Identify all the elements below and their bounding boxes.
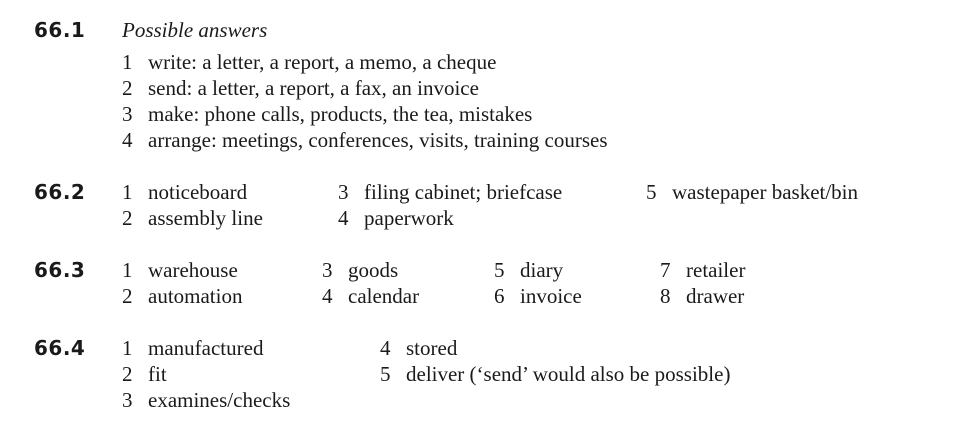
answer-number: 3: [122, 388, 133, 412]
answer-item: [660, 284, 744, 308]
answer-line: [122, 76, 479, 100]
answer-text: wastepaper basket/bin: [672, 180, 859, 204]
answer-text: write: a letter, a report, a memo, a cheque: [148, 50, 497, 74]
answer-text: automation: [148, 284, 243, 308]
answer-number: 2: [122, 76, 133, 100]
answer-number: 1: [122, 336, 133, 360]
answer-text: retailer: [686, 258, 746, 282]
answer-line: [122, 102, 532, 126]
answer-text: drawer: [686, 284, 745, 308]
exercise-number: 66.2: [34, 180, 86, 204]
answer-text: examines/checks: [148, 388, 291, 412]
answer-item: [322, 284, 419, 308]
answer-number: 4: [122, 128, 133, 152]
answer-item: [122, 388, 290, 412]
answer-item: [122, 180, 247, 204]
answer-text: send: a letter, a report, a fax, an invoice: [148, 76, 479, 100]
answer-number: 3: [322, 258, 333, 282]
answer-item: [660, 258, 745, 282]
answer-text: goods: [348, 258, 399, 282]
answer-item: [646, 180, 858, 204]
answer-line: [122, 128, 608, 152]
answer-text: calendar: [348, 284, 420, 308]
exercise-number: 66.3: [34, 258, 86, 282]
answer-item: [122, 362, 167, 386]
answer-number: 4: [338, 206, 349, 230]
answer-text: manufactured: [148, 336, 264, 360]
answer-item: [494, 258, 563, 282]
answer-text: arrange: meetings, conferences, visits, training courses: [148, 128, 608, 152]
answer-text: fit: [148, 362, 167, 386]
answer-number: 6: [494, 284, 505, 308]
answer-number: 1: [122, 50, 133, 74]
answer-number: 5: [380, 362, 391, 386]
answer-text: filing cabinet; briefcase: [364, 180, 563, 204]
answer-number: 8: [660, 284, 671, 308]
answer-number: 4: [322, 284, 333, 308]
answer-text: diary: [520, 258, 564, 282]
answer-number: 2: [122, 206, 133, 230]
answer-text: make: phone calls, products, the tea, mistakes: [148, 102, 533, 126]
answer-number: 5: [646, 180, 657, 204]
answer-line: [122, 50, 496, 74]
answer-item: [338, 180, 562, 204]
answer-item: [338, 206, 454, 230]
answer-number: 1: [122, 258, 133, 282]
answer-number: 2: [122, 362, 133, 386]
answer-number: 1: [122, 180, 133, 204]
answer-item: [494, 284, 582, 308]
answer-text: paperwork: [364, 206, 454, 230]
answer-item: [122, 258, 238, 282]
exercise-number: 66.4: [34, 336, 86, 360]
answer-text: deliver (‘send’ would also be possible): [406, 362, 731, 386]
answer-number: 4: [380, 336, 391, 360]
answer-item: [322, 258, 398, 282]
exercise-number: 66.1: [34, 18, 86, 42]
answer-item: [122, 336, 263, 360]
answer-number: 3: [338, 180, 349, 204]
answer-text: assembly line: [148, 206, 263, 230]
answer-text: stored: [406, 336, 458, 360]
answer-number: 3: [122, 102, 133, 126]
answer-item: [380, 362, 730, 386]
answer-number: 5: [494, 258, 505, 282]
answer-number: 7: [660, 258, 671, 282]
answer-text: invoice: [520, 284, 582, 308]
answer-number: 2: [122, 284, 133, 308]
answer-text: noticeboard: [148, 180, 248, 204]
answer-text: warehouse: [148, 258, 238, 282]
answer-item: [380, 336, 457, 360]
exercise-heading: Possible answers: [122, 18, 268, 42]
answer-item: [122, 284, 242, 308]
answer-item: [122, 206, 263, 230]
